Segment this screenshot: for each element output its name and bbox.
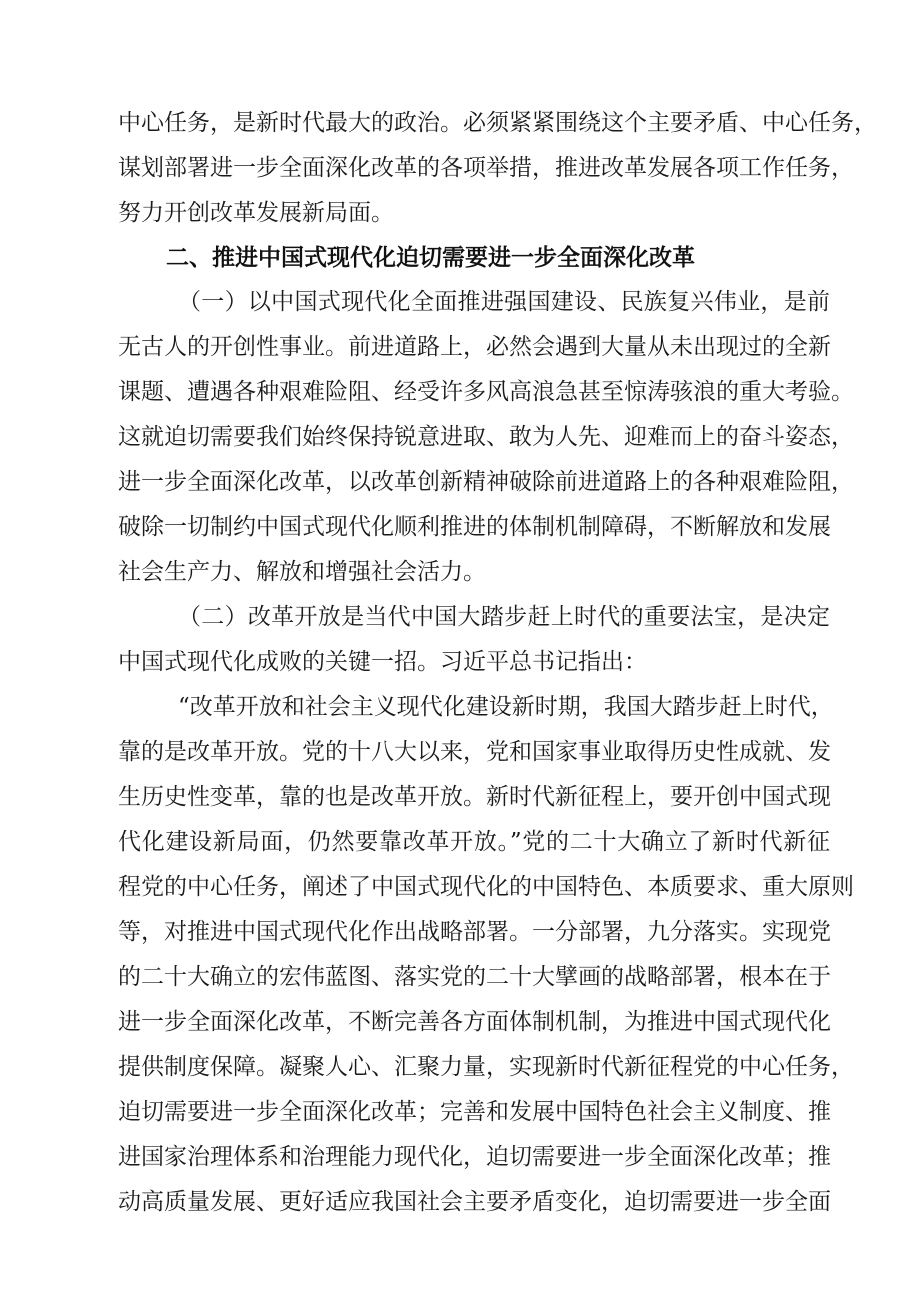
text-line: 课题、遭遇各种艰难险阻、经受许多风高浪急甚至惊涛骇浪的重大考验。: [118, 379, 854, 405]
text-line: 破除一切制约中国式现代化顺利推进的体制机制障碍，不断解放和发展: [118, 514, 831, 540]
text-line: 中国式现代化成败的关键一招。习近平总书记指出：: [118, 649, 647, 675]
text-line: 等，对推进中国式现代化作出战略部署。一分部署，九分落实。实现党: [118, 919, 831, 945]
text-line: 代化建设新局面，仍然要靠改革开放。”党的二十大确立了新时代新征: [118, 829, 830, 855]
text-line: 进国家治理体系和治理能力现代化，迫切需要进一步全面深化改革；推: [118, 1144, 831, 1170]
text-line: 的二十大确立的宏伟蓝图、落实党的二十大擘画的战略部署，根本在于: [118, 964, 831, 990]
text-line: 生历史性变革，靠的也是改革开放。新时代新征程上，要开创中国式现: [118, 784, 831, 810]
text-line: 进一步全面深化改革，不断完善各方面体制机制，为推进中国式现代化: [118, 1009, 831, 1035]
text-line: 靠的是改革开放。党的十八大以来，党和国家事业取得历史性成就、发: [118, 739, 831, 765]
text-line: 动高质量发展、更好适应我国社会主要矛盾变化，迫切需要进一步全面: [118, 1189, 831, 1215]
text-line: “改革开放和社会主义现代化建设新时期，我国大踏步赶上时代，: [178, 694, 834, 720]
text-line: （一）以中国式现代化全面推进强国建设、民族复兴伟业，是前: [178, 289, 830, 315]
text-line: 提供制度保障。凝聚人心、汇聚力量，实现新时代新征程党的中心任务，: [118, 1054, 854, 1080]
text-line: 谋划部署进一步全面深化改革的各项举措，推进改革发展各项工作任务，: [118, 155, 854, 181]
text-line: 无古人的开创性事业。前进道路上，必然会遇到大量从未出现过的全新: [118, 334, 831, 360]
text-line: （二）改革开放是当代中国大踏步赶上时代的重要法宝，是决定: [178, 604, 830, 630]
text-line: 努力开创改革发展新局面。: [118, 200, 394, 226]
text-line: 中心任务，是新时代最大的政治。必须紧紧围绕这个主要矛盾、中心任务，: [118, 110, 877, 136]
text-line: 社会生产力、解放和增强社会活力。: [118, 559, 486, 585]
text-line: 迫切需要进一步全面深化改革；完善和发展中国特色社会主义制度、推: [118, 1099, 831, 1125]
section-heading: 二、推进中国式现代化迫切需要进一步全面深化改革: [166, 245, 695, 271]
text-line: 程党的中心任务，阐述了中国式现代化的中国特色、本质要求、重大原则: [118, 874, 854, 900]
text-line: 这就迫切需要我们始终保持锐意进取、敢为人先、迎难而上的奋斗姿态，: [118, 424, 854, 450]
text-line: 进一步全面深化改革，以改革创新精神破除前进道路上的各种艰难险阻，: [118, 469, 854, 495]
